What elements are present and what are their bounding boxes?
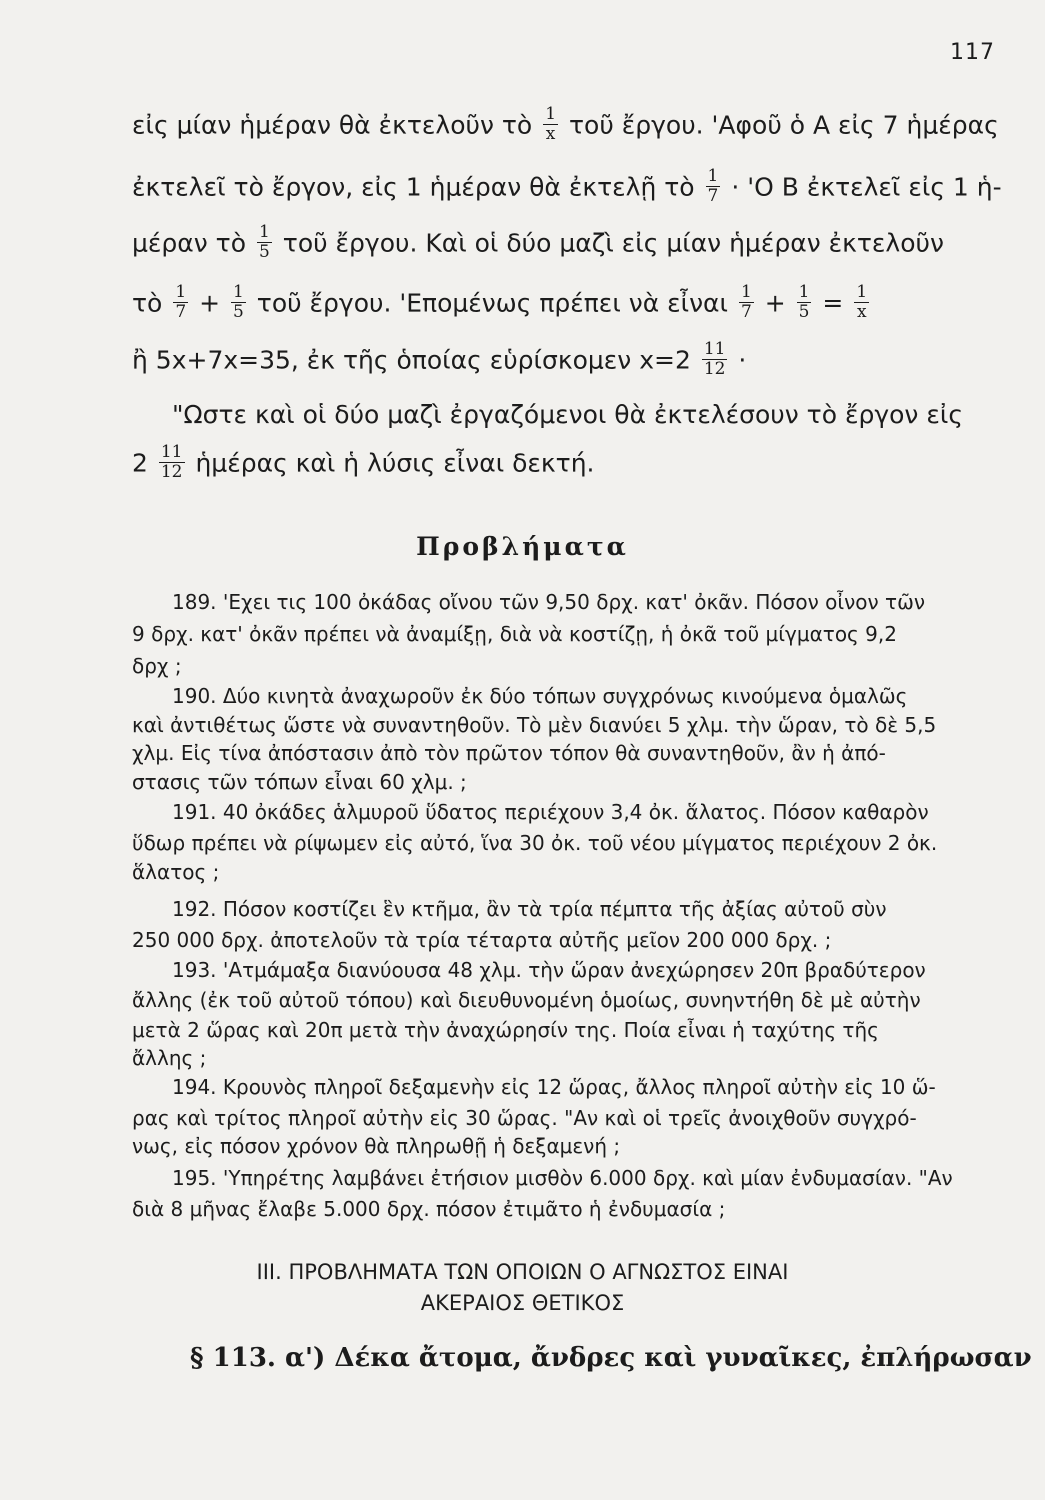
problem-189-line-3: δρχ ; [132, 654, 182, 678]
fraction-1-over-5: $\frac{1}{5}$ [798, 282, 810, 322]
problem-194-line-2: ρας καὶ τρίτος πληροῖ αὐτὴν εἰς 30 ὥρας. "Αν καὶ οἱ τρεῖς ἀνοιχθοῦν συγχρό- [132, 1106, 917, 1130]
fraction-1-over-7: $\frac{1}{7}$ [740, 282, 752, 322]
text-line-1 [132, 104, 999, 145]
section-title-line-2: ΑΚΕΡΑΙΟΣ ΘΕΤΙΚΟΣ [420, 1291, 625, 1315]
equals-sign: = [822, 288, 844, 318]
problem-193-line-4: ἄλλης ; [132, 1046, 207, 1070]
problem-191-line-3: ἅλατος ; [132, 860, 220, 884]
text-segment: τοῦ ἔργου. Καὶ οἱ δύο μαζὶ εἰς μίαν ἡμέραν ἐκτελοῦν [282, 228, 944, 258]
fraction-1-over-5: $\frac{1}{5}$ [233, 282, 244, 322]
problems-heading: Προβλήματα [416, 532, 629, 561]
fraction-11-over-12: $\frac{11}{12}$ [703, 339, 726, 379]
page-number: 117 [950, 40, 995, 65]
problem-190-line-3: χλμ. Εἰς τίνα ἀπόστασιν ἀπὸ τὸν πρῶτον τόπον θὰ συναντηθοῦν, ἂν ἡ ἀπό- [132, 741, 886, 765]
text-segment: ἢ 5x+7x=35, ἐκ τῆς ὁποίας εὑρίσκομεν x=2 [132, 345, 691, 375]
fraction-1-over-7: $\frac{1}{7}$ [175, 282, 187, 322]
text-line-5 [132, 339, 747, 380]
text-segment: τοῦ ἔργου. 'Αφοῦ ὁ Α εἰς 7 ἡμέρας [568, 110, 999, 140]
problem-194-line-3: νως, εἰς πόσον χρόνον θὰ πληρωθῇ ἡ δεξαμενή ; [132, 1134, 621, 1158]
text-segment: · [738, 345, 747, 375]
problem-191-line-1: 191. 40 ὀκάδες ἁλμυροῦ ὕδατος περιέχουν 3,4 ὀκ. ἅλατος. Πόσον καθαρὸν [172, 800, 929, 824]
fraction-1-over-x: $\frac{1}{x}$ [545, 104, 557, 144]
problem-189-line-1: 189. 'Εχει τις 100 ὀκάδας οἴνου τῶν 9,50 δρχ. κατ' ὀκᾶν. Πόσον οἶνον τῶν [172, 590, 925, 614]
problem-192-line-2: 250 000 δρχ. ἀποτελοῦν τὰ τρία τέταρτα αὐτῆς μεῖον 200 000 δρχ. ; [132, 928, 832, 952]
text-segment: εἰς μίαν ἡμέραν θὰ ἐκτελοῦν τὸ [132, 110, 533, 140]
problem-194-line-1: 194. Κρουνὸς πληροῖ δεξαμενὴν εἰς 12 ὥρας, ἄλλος πληροῖ αὐτὴν εἰς 10 ὥ- [172, 1075, 936, 1099]
text-segment: ἡμέρας καὶ ἡ λύσις εἶναι δεκτή. [195, 448, 595, 478]
fraction-1-over-7: $\frac{1}{7}$ [707, 166, 719, 206]
fraction-1-over-5: $\frac{1}{5}$ [258, 222, 270, 262]
text-segment: τὸ [132, 288, 163, 318]
text-line-2 [132, 166, 1002, 207]
plus-sign: + [199, 288, 221, 318]
problem-190-line-2: καὶ ἀντιθέτως ὥστε νὰ συναντηθοῦν. Τὸ μὲν διανύει 5 χλμ. τὴν ὥραν, τὸ δὲ 5,5 [132, 713, 937, 737]
problem-189-line-2: 9 δρχ. κατ' ὀκᾶν πρέπει νὰ ἀναμίξῃ, διὰ νὰ κοστίζῃ, ἡ ὀκᾶ τοῦ μίγματος 9,2 [132, 622, 897, 646]
plus-sign: + [764, 288, 786, 318]
problem-192-line-1: 192. Πόσον κοστίζει ἓν κτῆμα, ἂν τὰ τρία πέμπτα τῆς ἀξίας αὐτοῦ σὺν [172, 897, 887, 921]
section-title-line-1: ΙΙΙ. ΠΡΟΒΛΗΜΑΤΑ ΤΩΝ ΟΠΟΙΩΝ Ο ΑΓΝΩΣΤΟΣ ΕΙΝΑΙ [256, 1260, 789, 1284]
text-segment: ἐκτελεῖ τὸ ἔργον, εἰς 1 ἡμέραν θὰ ἐκτελῇ τὸ [132, 172, 695, 202]
paragraph-113 [190, 1343, 1032, 1373]
text-line-6 [172, 400, 963, 429]
text-segment: 2 [132, 448, 148, 478]
text-line-4 [132, 282, 872, 323]
problem-193-line-1: 193. 'Ατμάμαξα διανύουσα 48 χλμ. τὴν ὥραν ἀνεχώρησεν 20π βραδύτερον [172, 958, 926, 982]
paragraph-text: α') Δέκα ἄτομα, ἄνδρες καὶ γυναῖκες, ἐπλήρωσαν [285, 1343, 1032, 1373]
text-segment: "Ωστε καὶ οἱ δύο μαζὶ ἐργαζόμενοι θὰ ἐκτελέσουν τὸ ἔργον εἰς [172, 400, 963, 429]
problem-191-line-2: ὕδωρ πρέπει νὰ ρίψωμεν εἰς αὐτό, ἵνα 30 ὀκ. τοῦ νέου μίγματος περιέχουν 2 ὀκ. [132, 831, 938, 855]
paragraph-number: § 113. [190, 1343, 276, 1373]
text-segment: μέραν τὸ [132, 228, 247, 258]
text-segment: τοῦ ἔργου. 'Επομένως πρέπει νὰ εἶναι [256, 288, 728, 318]
problem-195-line-1: 195. 'Υπηρέτης λαμβάνει ἐτήσιον μισθὸν 6.000 δρχ. καὶ μίαν ἐνδυμασίαν. "Αν [172, 1166, 953, 1190]
problem-190-line-1: 190. Δύο κινητὰ ἀναχωροῦν ἐκ δύο τόπων συγχρόνως κινούμενα ὁμαλῶς [172, 684, 908, 708]
problem-193-line-2: ἄλλης (ἐκ τοῦ αὐτοῦ τόπου) καὶ διευθυνομένη ὁμοίως, συνηντήθη δὲ μὲ αὐτὴν [132, 988, 921, 1012]
text-line-7 [132, 442, 595, 483]
text-segment: · 'Ο Β ἐκτελεῖ εἰς 1 ἡ- [731, 172, 1002, 202]
text-line-3 [132, 222, 944, 263]
problem-195-line-2: διὰ 8 μῆνας ἔλαβε 5.000 δρχ. πόσον ἐτιμᾶτο ἡ ἐνδυμασία ; [132, 1197, 726, 1221]
problem-190-line-4: στασις τῶν τόπων εἶναι 60 χλμ. ; [132, 770, 467, 794]
fraction-11-over-12: $\frac{11}{12}$ [160, 442, 183, 482]
problem-193-line-3: μετὰ 2 ὥρας καὶ 20π μετὰ τὴν ἀναχώρησίν της. Ποία εἶναι ἡ ταχύτης τῆς [132, 1018, 879, 1042]
fraction-1-over-x: $\frac{1}{x}$ [856, 282, 868, 322]
